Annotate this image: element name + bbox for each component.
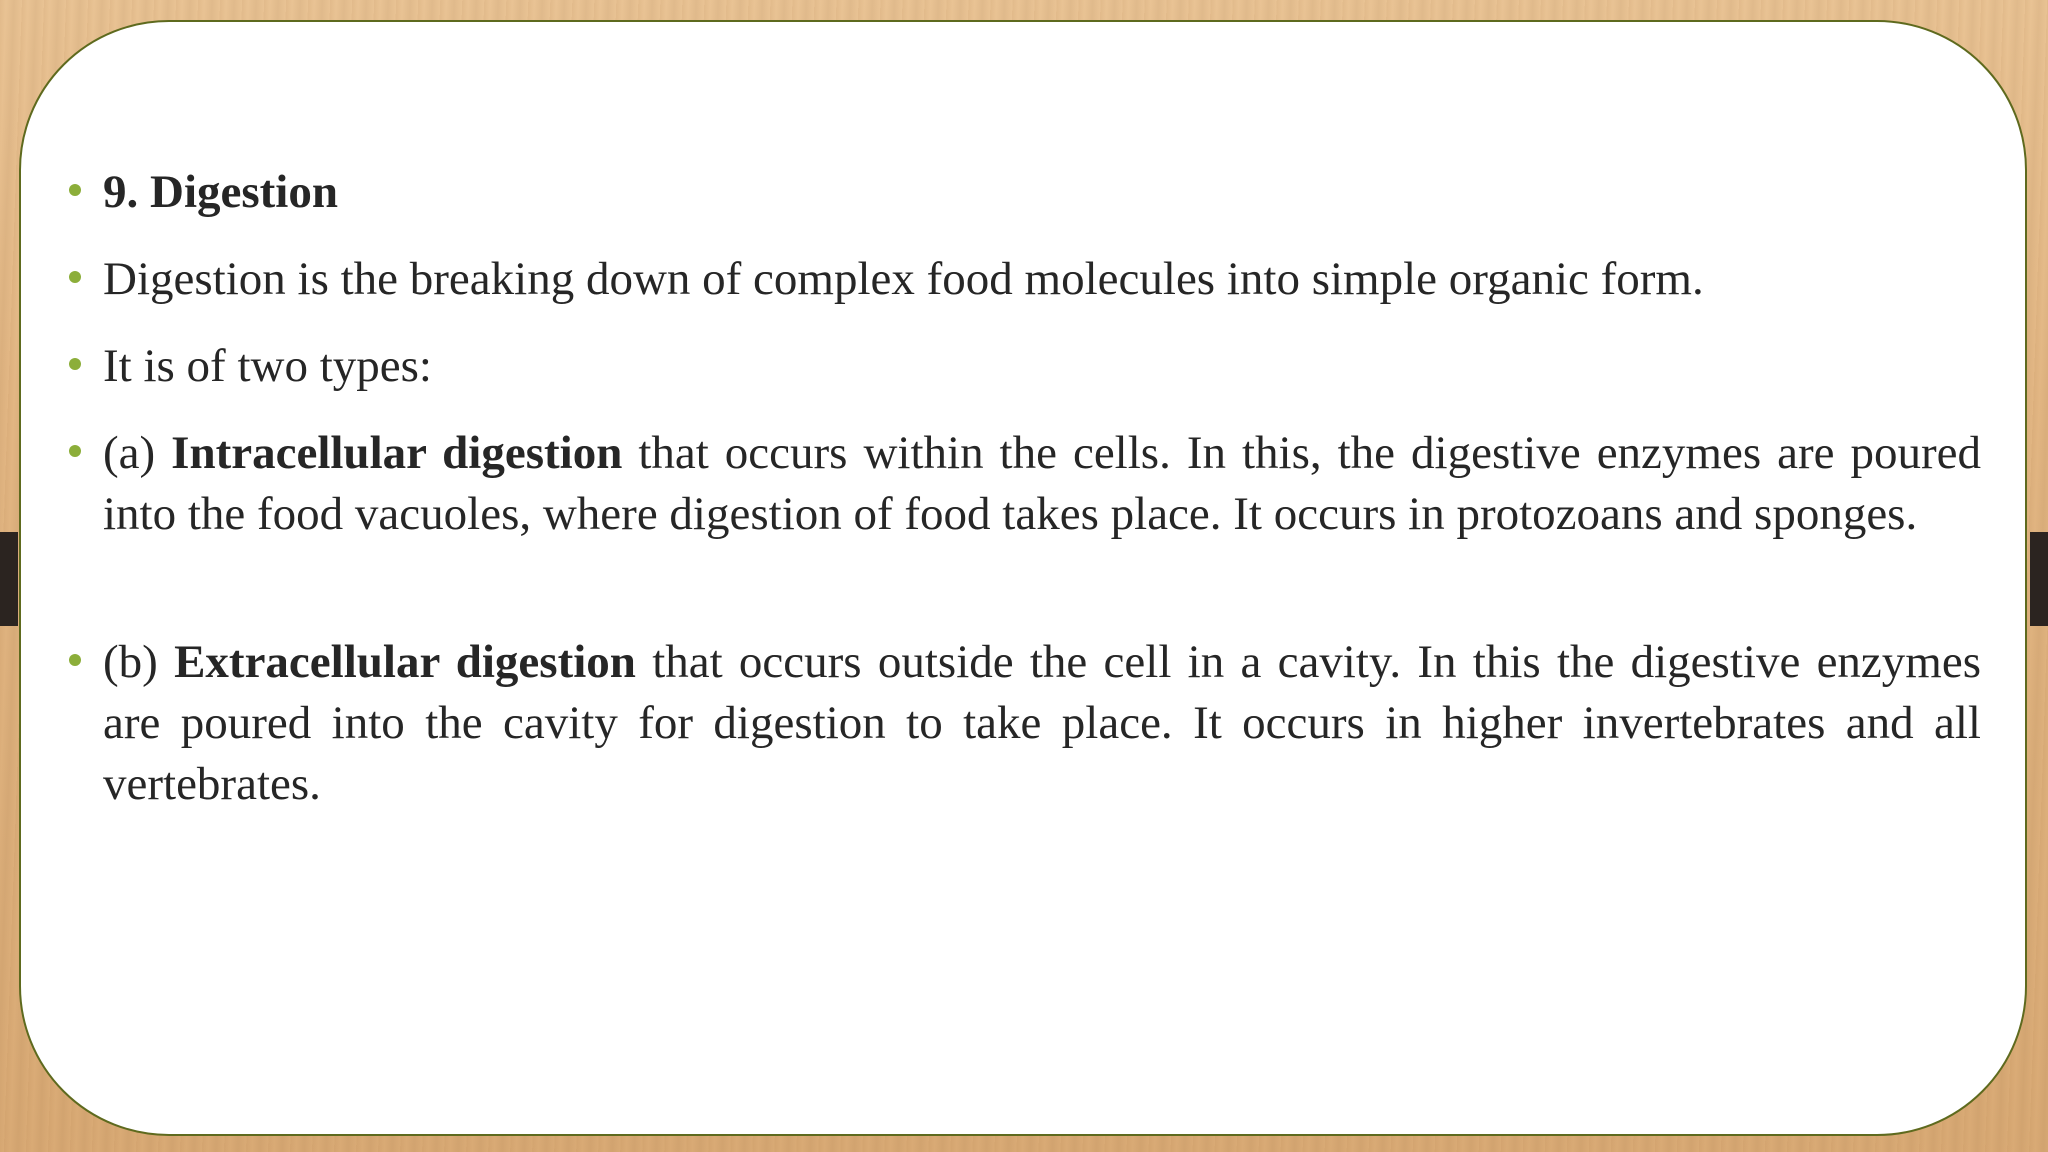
type-b-text: that occurs outside the cell in a cavity. In this the digestive enzymes are poured into the cavity for digestion to take place. It occurs in higher invertebrates and all vertebrates. — [103, 636, 1981, 810]
right-edge-tab — [2030, 532, 2048, 626]
bullet-types-intro — [103, 336, 1981, 397]
type-b-term: Extracellular digestion — [174, 636, 636, 688]
bullet-dot-icon — [69, 184, 81, 196]
bullet-extracellular — [103, 632, 1981, 815]
bullet-intracellular — [103, 423, 1981, 545]
slide-title: 9. Digestion — [103, 166, 338, 218]
bullet-title — [103, 162, 1981, 223]
bullet-dot-icon — [69, 358, 81, 370]
type-a-term: Intracellular digestion — [171, 427, 623, 479]
type-a-prefix: (a) — [103, 427, 172, 479]
type-b-prefix: (b) — [103, 636, 175, 688]
definition-text: Digestion is the breaking down of complex food molecules into simple organic form. — [103, 253, 1704, 305]
bullet-dot-icon — [69, 271, 81, 283]
type-a-text: that occurs within the cells. In this, the digestive enzymes are poured into the food vacuoles, where digestion of food takes place. It occurs in protozoans and sponges. — [103, 427, 1981, 540]
slide-content-card — [19, 20, 2027, 1136]
bullet-dot-icon — [69, 445, 81, 457]
bullet-definition — [103, 249, 1981, 310]
left-edge-tab — [0, 532, 18, 626]
types-intro-text: It is of two types: — [103, 340, 432, 392]
bullet-dot-icon — [69, 654, 81, 666]
